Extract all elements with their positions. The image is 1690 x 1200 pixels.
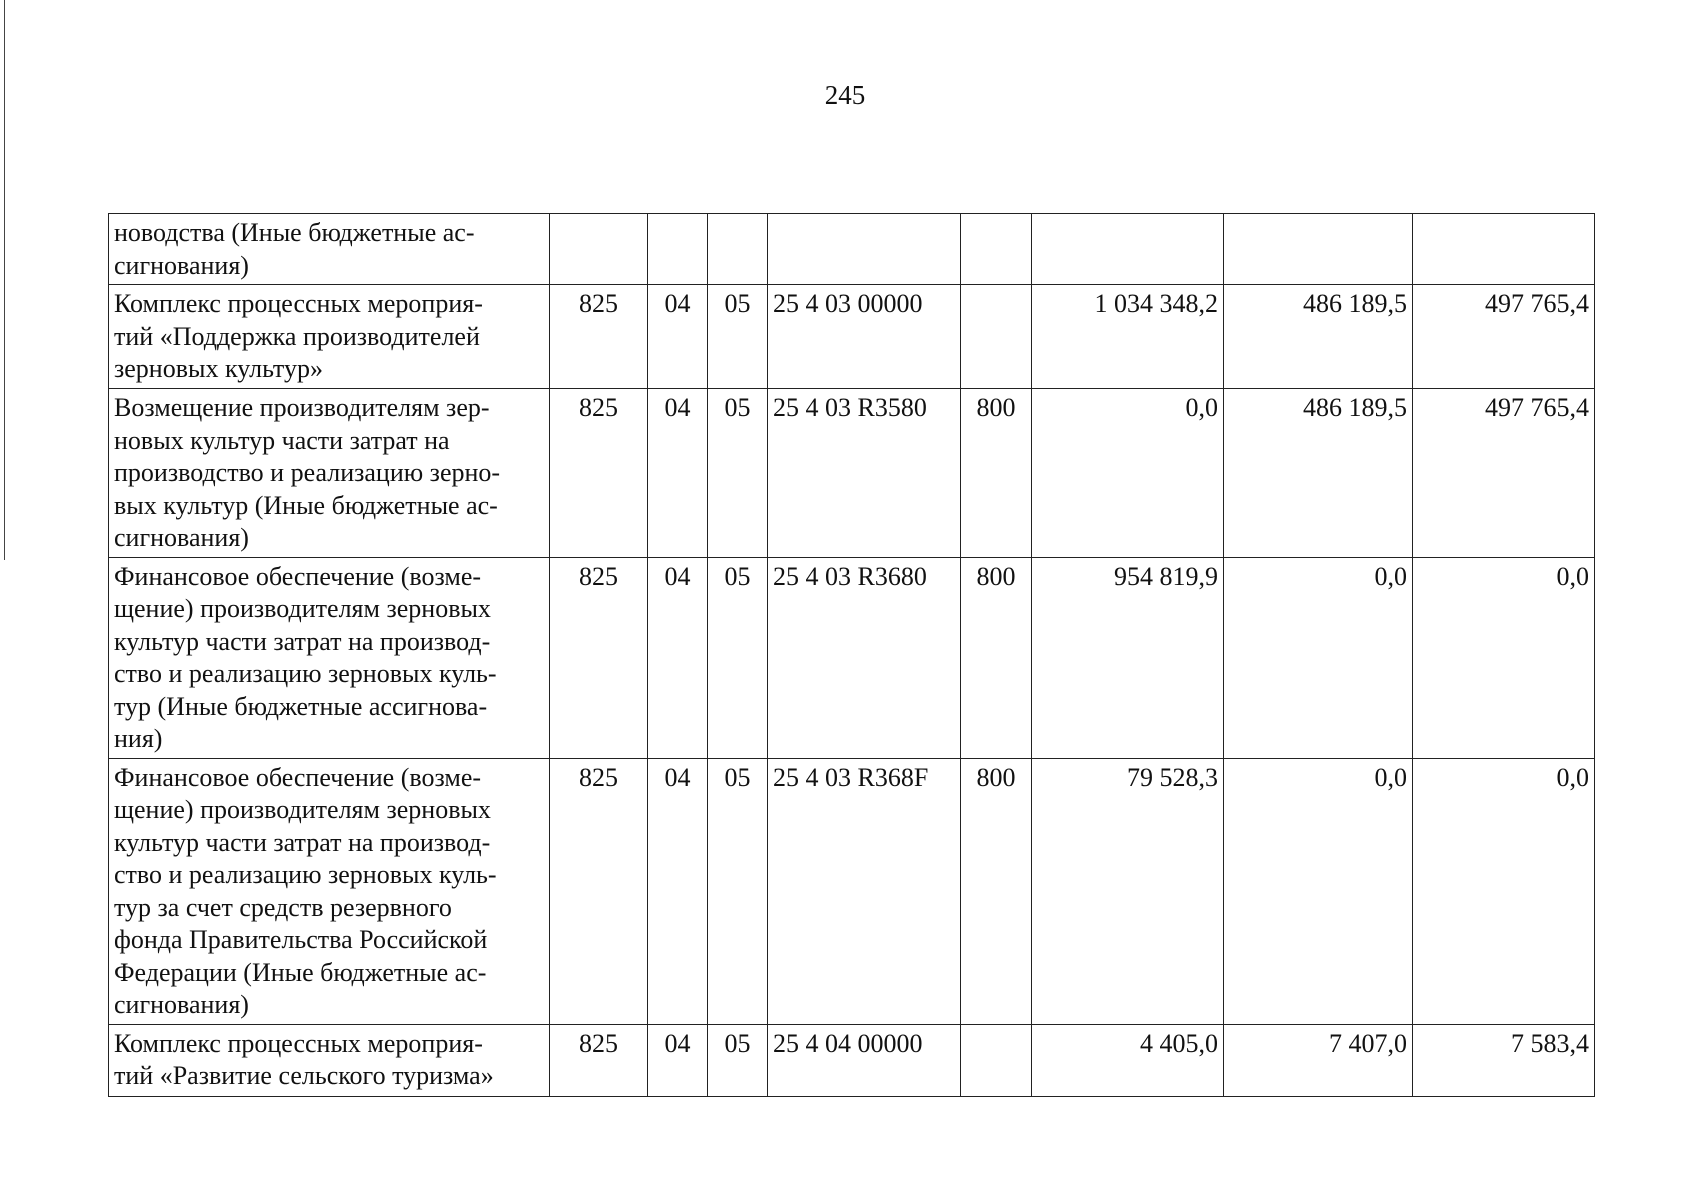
expense-name-line: тий «Поддержка производителей (114, 321, 480, 351)
expense-name-line: тий «Развитие сельского туризма» (114, 1061, 494, 1090)
expense-name-line: Комплекс процессных мероприя- (114, 289, 483, 318)
amount-year-1-cell: 4 405,0 (1032, 1024, 1224, 1096)
table-row (109, 214, 1595, 285)
expense-type-cell (961, 1024, 1032, 1096)
amount-year-2-cell: 486 189,5 (1224, 389, 1413, 558)
target-article-cell: 25 4 03 R3680 (768, 557, 961, 758)
target-article-cell: 25 4 04 00000 (768, 1024, 961, 1096)
budget-table (108, 213, 1595, 1097)
expense-name-line: сигнования) (114, 523, 249, 552)
subsection-code-cell: 05 (708, 557, 768, 758)
target-article-cell: 25 4 03 R3580 (768, 389, 961, 558)
expense-name-line: Федерации (Иные бюджетные ас- (114, 957, 487, 987)
subsection-code-cell (708, 214, 768, 285)
expense-name-line: культур части затрат на производ- (114, 827, 491, 857)
expense-type-cell: 800 (961, 389, 1032, 558)
amount-year-1-cell: 79 528,3 (1032, 758, 1224, 1024)
amount-year-3-cell: 497 765,4 (1413, 285, 1595, 389)
amount-year-2-cell: 7 407,0 (1224, 1024, 1413, 1096)
budget-table-body (109, 214, 1595, 1097)
expense-name-line: Финансовое обеспечение (возме- (114, 762, 482, 792)
amount-year-3-cell: 497 765,4 (1413, 389, 1595, 558)
section-code-cell: 04 (648, 557, 708, 758)
ved-code-cell: 825 (550, 285, 648, 389)
ved-code-cell: 825 (550, 758, 648, 1024)
expense-name-line: сигнования) (114, 250, 249, 280)
amount-year-2-cell: 0,0 (1224, 758, 1413, 1024)
expense-name-line: производство и реализацию зерно- (114, 458, 501, 487)
subsection-code-cell: 05 (708, 285, 768, 389)
expense-name-line: зерновых культур» (114, 354, 323, 383)
expense-name-line: щение) производителям зерновых (114, 594, 491, 623)
amount-year-1-cell: 954 819,9 (1032, 557, 1224, 758)
expense-name-cell (109, 1024, 550, 1096)
expense-name-line: ния) (114, 724, 163, 753)
expense-name-line: сигнования) (114, 990, 249, 1019)
section-code-cell: 04 (648, 285, 708, 389)
table-row (109, 1024, 1595, 1096)
expense-name-line: новодства (Иные бюджетные ас- (114, 218, 475, 247)
amount-year-3-cell: 0,0 (1413, 758, 1595, 1024)
ved-code-cell: 825 (550, 1024, 648, 1096)
expense-name-line: культур части затрат на производ- (114, 626, 491, 656)
expense-name-cell (109, 557, 550, 758)
table-row (109, 758, 1595, 1024)
amount-year-1-cell: 0,0 (1032, 389, 1224, 558)
target-article-cell (768, 214, 961, 285)
expense-name-line: вых культур (Иные бюджетные ас- (114, 490, 498, 520)
expense-type-cell: 800 (961, 557, 1032, 758)
amount-year-2-cell: 0,0 (1224, 557, 1413, 758)
amount-year-3-cell (1413, 214, 1595, 285)
section-code-cell: 04 (648, 1024, 708, 1096)
expense-name-cell (109, 285, 550, 389)
expense-name-line: Финансовое обеспечение (возме- (114, 561, 482, 591)
expense-type-cell: 800 (961, 758, 1032, 1024)
amount-year-3-cell: 0,0 (1413, 557, 1595, 758)
expense-name-line: новых культур части затрат на (114, 425, 450, 455)
target-article-cell: 25 4 03 00000 (768, 285, 961, 389)
amount-year-3-cell: 7 583,4 (1413, 1024, 1595, 1096)
table-row (109, 285, 1595, 389)
page-number: 245 (824, 80, 866, 110)
target-article-cell: 25 4 03 R368F (768, 758, 961, 1024)
amount-year-2-cell (1224, 214, 1413, 285)
expense-type-cell (961, 285, 1032, 389)
amount-year-2-cell: 486 189,5 (1224, 285, 1413, 389)
expense-name-line: щение) производителям зерновых (114, 795, 491, 824)
amount-year-1-cell (1032, 214, 1224, 285)
expense-name-cell (109, 758, 550, 1024)
amount-year-1-cell: 1 034 348,2 (1032, 285, 1224, 389)
section-code-cell: 04 (648, 389, 708, 558)
expense-name-cell (109, 389, 550, 558)
subsection-code-cell: 05 (708, 758, 768, 1024)
ved-code-cell (550, 214, 648, 285)
subsection-code-cell: 05 (708, 1024, 768, 1096)
ved-code-cell: 825 (550, 557, 648, 758)
ved-code-cell: 825 (550, 389, 648, 558)
expense-type-cell (961, 214, 1032, 285)
expense-name-line: фонда Правительства Российской (114, 925, 488, 954)
section-code-cell: 04 (648, 758, 708, 1024)
table-row (109, 557, 1595, 758)
table-row (109, 389, 1595, 558)
expense-name-cell (109, 214, 550, 285)
expense-name-line: ство и реализацию зерновых куль- (114, 860, 497, 889)
expense-name-line: тур (Иные бюджетные ассигнова- (114, 691, 488, 721)
expense-name-line: ство и реализацию зерновых куль- (114, 659, 497, 688)
expense-name-line: Возмещение производителям зер- (114, 393, 490, 422)
expense-name-line: тур за счет средств резервного (114, 892, 452, 922)
expense-name-line: Комплекс процессных мероприя- (114, 1028, 483, 1058)
subsection-code-cell: 05 (708, 389, 768, 558)
section-code-cell (648, 214, 708, 285)
